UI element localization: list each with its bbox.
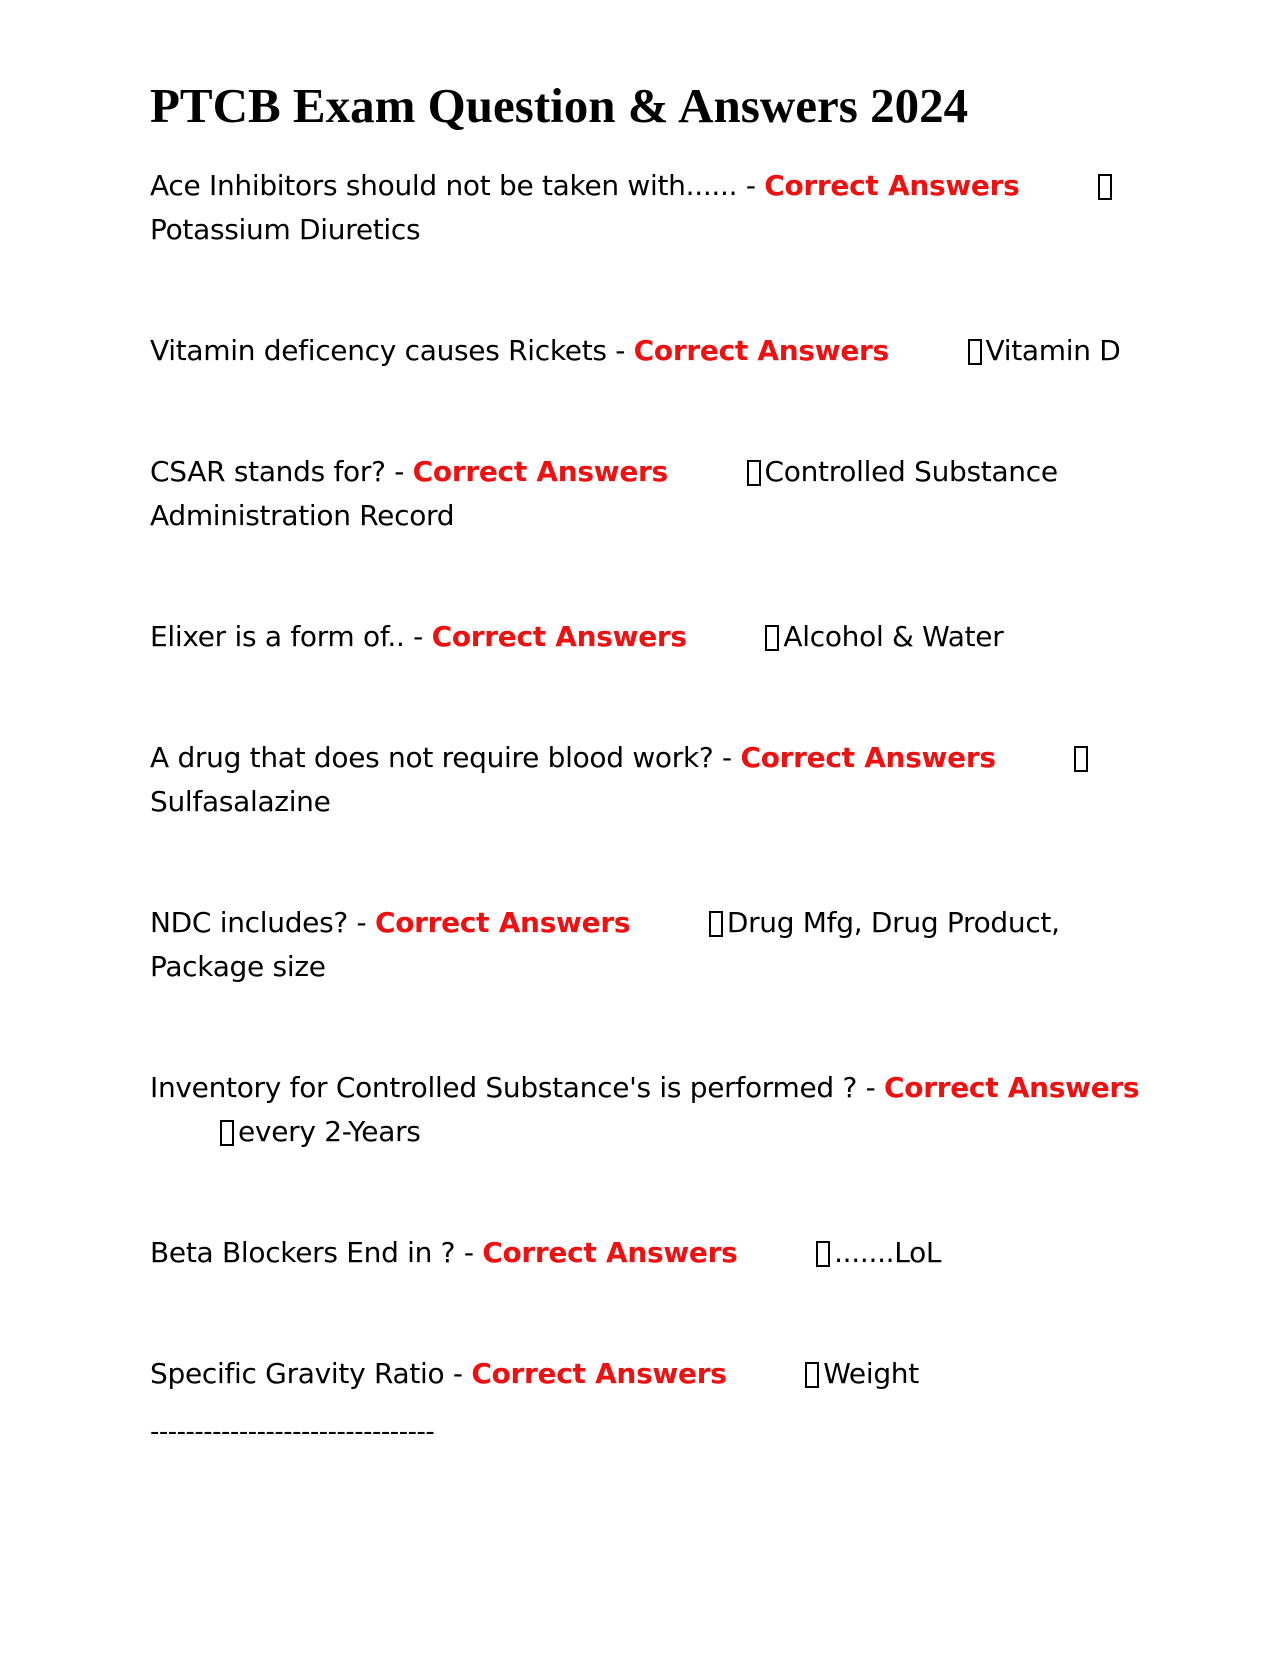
answer-text: Sulfasalazine [150, 785, 331, 818]
missing-glyph-icon [747, 460, 761, 486]
missing-glyph-icon [1098, 174, 1112, 200]
qa-item [150, 164, 1160, 252]
missing-glyph-icon [220, 1120, 234, 1146]
correct-answers-label: Correct Answers [374, 906, 631, 939]
qa-item [150, 1066, 1160, 1154]
answer-text: .......LoL [834, 1236, 942, 1269]
question-text: Elixer is a form of.. - [150, 620, 432, 653]
missing-glyph-icon [1074, 746, 1088, 772]
page-title: PTCB Exam Question & Answers 2024 [150, 78, 969, 133]
answer-text: every 2-Years [238, 1115, 421, 1148]
question-text: A drug that does not require blood work? - [150, 741, 741, 774]
correct-answers-label: Correct Answers [633, 334, 889, 367]
missing-glyph-icon [816, 1241, 830, 1267]
correct-answers-label: Correct Answers [412, 455, 668, 488]
missing-glyph-icon [968, 339, 982, 365]
missing-glyph-icon [709, 911, 723, 937]
question-text: Beta Blockers End in ? - [150, 1236, 483, 1269]
document-page [150, 76, 1160, 1447]
answer-text: Controlled Substance Administration Record [150, 455, 1058, 532]
divider-line: -------------------------------- [150, 1417, 435, 1447]
missing-glyph-icon [805, 1362, 819, 1388]
qa-item [150, 329, 1160, 373]
answer-text: Vitamin D [985, 334, 1121, 367]
question-text: Vitamin deficency causes Rickets - [150, 334, 634, 367]
correct-answers-label: Correct Answers [764, 169, 1020, 202]
answer-text: Weight [823, 1357, 919, 1390]
correct-answers-label: Correct Answers [740, 741, 996, 774]
question-text: Ace Inhibitors should not be taken with...... - [150, 169, 765, 202]
qa-item [150, 901, 1160, 989]
qa-item [150, 736, 1160, 824]
correct-answers-label: Correct Answers [431, 620, 687, 653]
correct-answers-label: Correct Answers [884, 1071, 1140, 1104]
correct-answers-label: Correct Answers [482, 1236, 738, 1269]
question-text: CSAR stands for? - [150, 455, 413, 488]
answer-text: Potassium Diuretics [150, 213, 421, 246]
question-text: Inventory for Controlled Substance's is performed ? - [150, 1071, 885, 1104]
qa-item [150, 450, 1160, 538]
qa-item [150, 615, 1160, 659]
qa-item [150, 1231, 1160, 1275]
missing-glyph-icon [765, 625, 779, 651]
question-text: NDC includes? - [150, 906, 375, 939]
answer-text: Drug Mfg, Drug Product, Package size [150, 906, 1060, 983]
correct-answers-label: Correct Answers [471, 1357, 727, 1390]
qa-item [150, 1352, 1160, 1396]
answer-text: Alcohol & Water [783, 620, 1004, 653]
question-text: Specific Gravity Ratio - [150, 1357, 472, 1390]
